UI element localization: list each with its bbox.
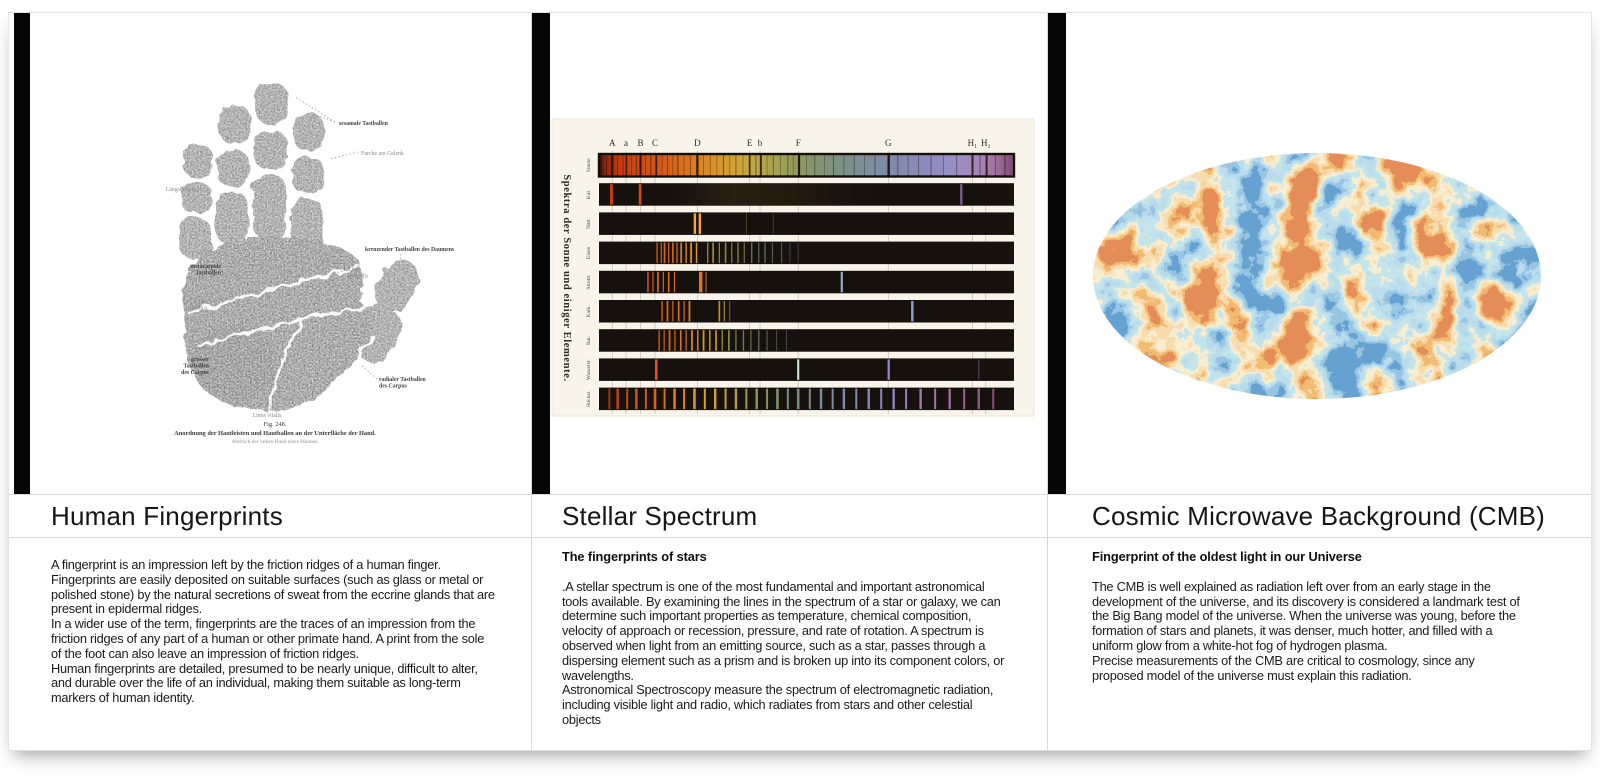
fraunhofer-letter: A xyxy=(609,138,616,148)
paragraph: The CMB is well explained as radiation left over from an early stage in the development of the universe, and its discovery is considered a landmark test of the Big Bang model of the universe. When the universe was young, before the formation of stars and planets, it was denser, much hotter, and filled with a uniform glow from a white-hot fog of hydrogen plasma. xyxy=(1092,578,1520,653)
fraunhofer-letter: G xyxy=(885,138,892,148)
fraunhofer-letter: b xyxy=(757,138,763,148)
figure-caption-sub: Abdruck der linken Hand eines Mannes. xyxy=(231,439,319,445)
spectrum-row-label: Sonne xyxy=(586,158,592,173)
panel-stellar-spectrum xyxy=(531,13,1047,750)
panel-title: Human Fingerprints xyxy=(51,500,283,531)
panel-human-fingerprints xyxy=(9,13,531,750)
fraunhofer-letter: H₁ xyxy=(967,138,978,148)
fraunhofer-letter: H₂ xyxy=(980,138,991,148)
handprint-illustration xyxy=(9,13,531,494)
spectrum-row-label: Natr. xyxy=(586,218,592,230)
panel-subheading: The fingerprints of stars xyxy=(562,549,707,564)
element-spectrum-band xyxy=(599,329,1014,352)
panel-title: Cosmic Microwave Background (CMB) xyxy=(1092,500,1546,531)
panel-spine-bar xyxy=(1048,13,1066,494)
element-spectrum-band xyxy=(599,271,1014,294)
pinky-finger xyxy=(179,144,213,258)
annotation-label: Linea mensalis xyxy=(348,267,369,280)
fraunhofer-letter: C xyxy=(652,138,659,148)
figure-number: Fig. 248. xyxy=(263,421,287,428)
panel-body-text xyxy=(532,538,1047,728)
annotation-label: Längsleisten xyxy=(165,187,195,193)
paragraph: A fingerprint is an impression left by the friction ridges of a human finger. Fingerprints are easily deposited on suitable surfaces (such as glass or metal or polished stone) by the natural secretions of sweat from the eccrine glands that are present in epidermal ridges. xyxy=(51,557,495,617)
annotation-label: Linea cephalica xyxy=(185,299,207,312)
plate-side-title: Spektra der Sonne und einiger Elemente. xyxy=(561,174,572,382)
cmb-ellipse-projection xyxy=(1093,153,1541,399)
annotation-label: Linea vitalis xyxy=(252,413,282,419)
panel-title-bar xyxy=(1048,494,1591,538)
fraunhofer-letter: a xyxy=(623,138,628,148)
annotation-label: radialer Tastballen des Carpus xyxy=(379,377,426,390)
fraunhofer-letter: D xyxy=(694,138,701,148)
handprint-figure-area xyxy=(9,13,531,494)
spectrum-row-label: Kal. xyxy=(586,189,592,200)
middle-finger xyxy=(253,83,288,239)
panel-title-bar xyxy=(9,494,531,538)
spectrum-smear xyxy=(670,183,878,206)
annotation-label: metacarpale Tastballen xyxy=(190,264,221,277)
paragraph: In a wider use of the term, fingerprints are the traces of an impression from the friction ridges of any part of a human or other primate hand. A print from the sole of the foot can also leave an impression of friction ridges. xyxy=(51,616,485,661)
spectrum-figure-area xyxy=(532,13,1047,494)
panel-subheading: Fingerprint of the oldest light in our Universe xyxy=(1092,549,1362,564)
element-spectrum-band xyxy=(599,300,1014,323)
annotation-label: Furche am Gelenk xyxy=(361,151,404,157)
panel-spine-bar xyxy=(532,13,550,494)
element-spectrum-band xyxy=(599,358,1014,381)
element-spectrum-band xyxy=(599,212,1014,235)
annotation-label: grosser Tastballen des Carpus xyxy=(181,357,209,376)
figure-caption xyxy=(174,421,376,445)
panel-cmb xyxy=(1047,13,1591,750)
element-spectrum-band xyxy=(599,388,1014,411)
panel-title-bar xyxy=(532,494,1047,538)
fraunhofer-letter: E xyxy=(746,138,753,148)
annotation-label: sesamale Tastballen xyxy=(339,121,388,127)
paragraph: Precise measurements of the CMB are critical to cosmology, since any proposed model of the universe must explain this radiation. xyxy=(1092,652,1475,683)
spectrum-row-label: Bar. xyxy=(586,335,592,346)
spectra-plate-illustration xyxy=(532,13,1047,494)
spectrum-row-label: Kalk. xyxy=(586,305,592,318)
spectrum-row-label: Stickst. xyxy=(586,390,592,408)
panel-spine-bar xyxy=(14,13,30,494)
spectrum-row-label: Wasserst. xyxy=(586,359,592,381)
hypothenar-pad xyxy=(257,244,361,292)
panel-body-text xyxy=(1048,538,1591,683)
fraunhofer-letter: F xyxy=(795,138,801,148)
figure-caption-main: Anordnung der Hautleisten und Hautballen an der Unterfläche der Hand. xyxy=(174,430,376,437)
paragraph: Human fingerprints are detailed, presumed to be nearly unique, difficult to alter, and durable over the life of an individual, making them suitable as long-term markers of human identity. xyxy=(51,660,478,706)
fraunhofer-letter: B xyxy=(637,138,644,148)
paragraph: Astronomical Spectroscopy measure the spectrum of electromagnetic radiation, including visible light and radio, which radiates from stars and other celestial objects xyxy=(562,682,994,727)
index-finger xyxy=(291,113,324,249)
panel-body-text xyxy=(9,538,531,706)
ring-finger xyxy=(216,104,250,244)
spectrum-row-label: Stront. xyxy=(586,274,592,290)
cmb-sky-map xyxy=(1048,13,1591,494)
poster-sheet xyxy=(8,12,1592,751)
paragraph: .A stellar spectrum is one of the most fundamental and important astronomical tools available. By examining the lines in the spectrum of a star or galaxy, we can determine such important properties as temperature, chemical composition, velocity of approach or recession, pressure, and rate of rotation. A spectrum is observed when light from an emitting source, such as a star, passes through a dispersing element such as a prism and is broken up into its component colors, or wavelengths. xyxy=(562,578,1005,683)
spectrum-row-label: Eisen xyxy=(586,246,592,260)
panel-title: Stellar Spectrum xyxy=(562,500,758,531)
annotation-label: kreuzender Tastballen des Daumens xyxy=(365,247,455,253)
cmb-figure-area xyxy=(1048,13,1591,494)
